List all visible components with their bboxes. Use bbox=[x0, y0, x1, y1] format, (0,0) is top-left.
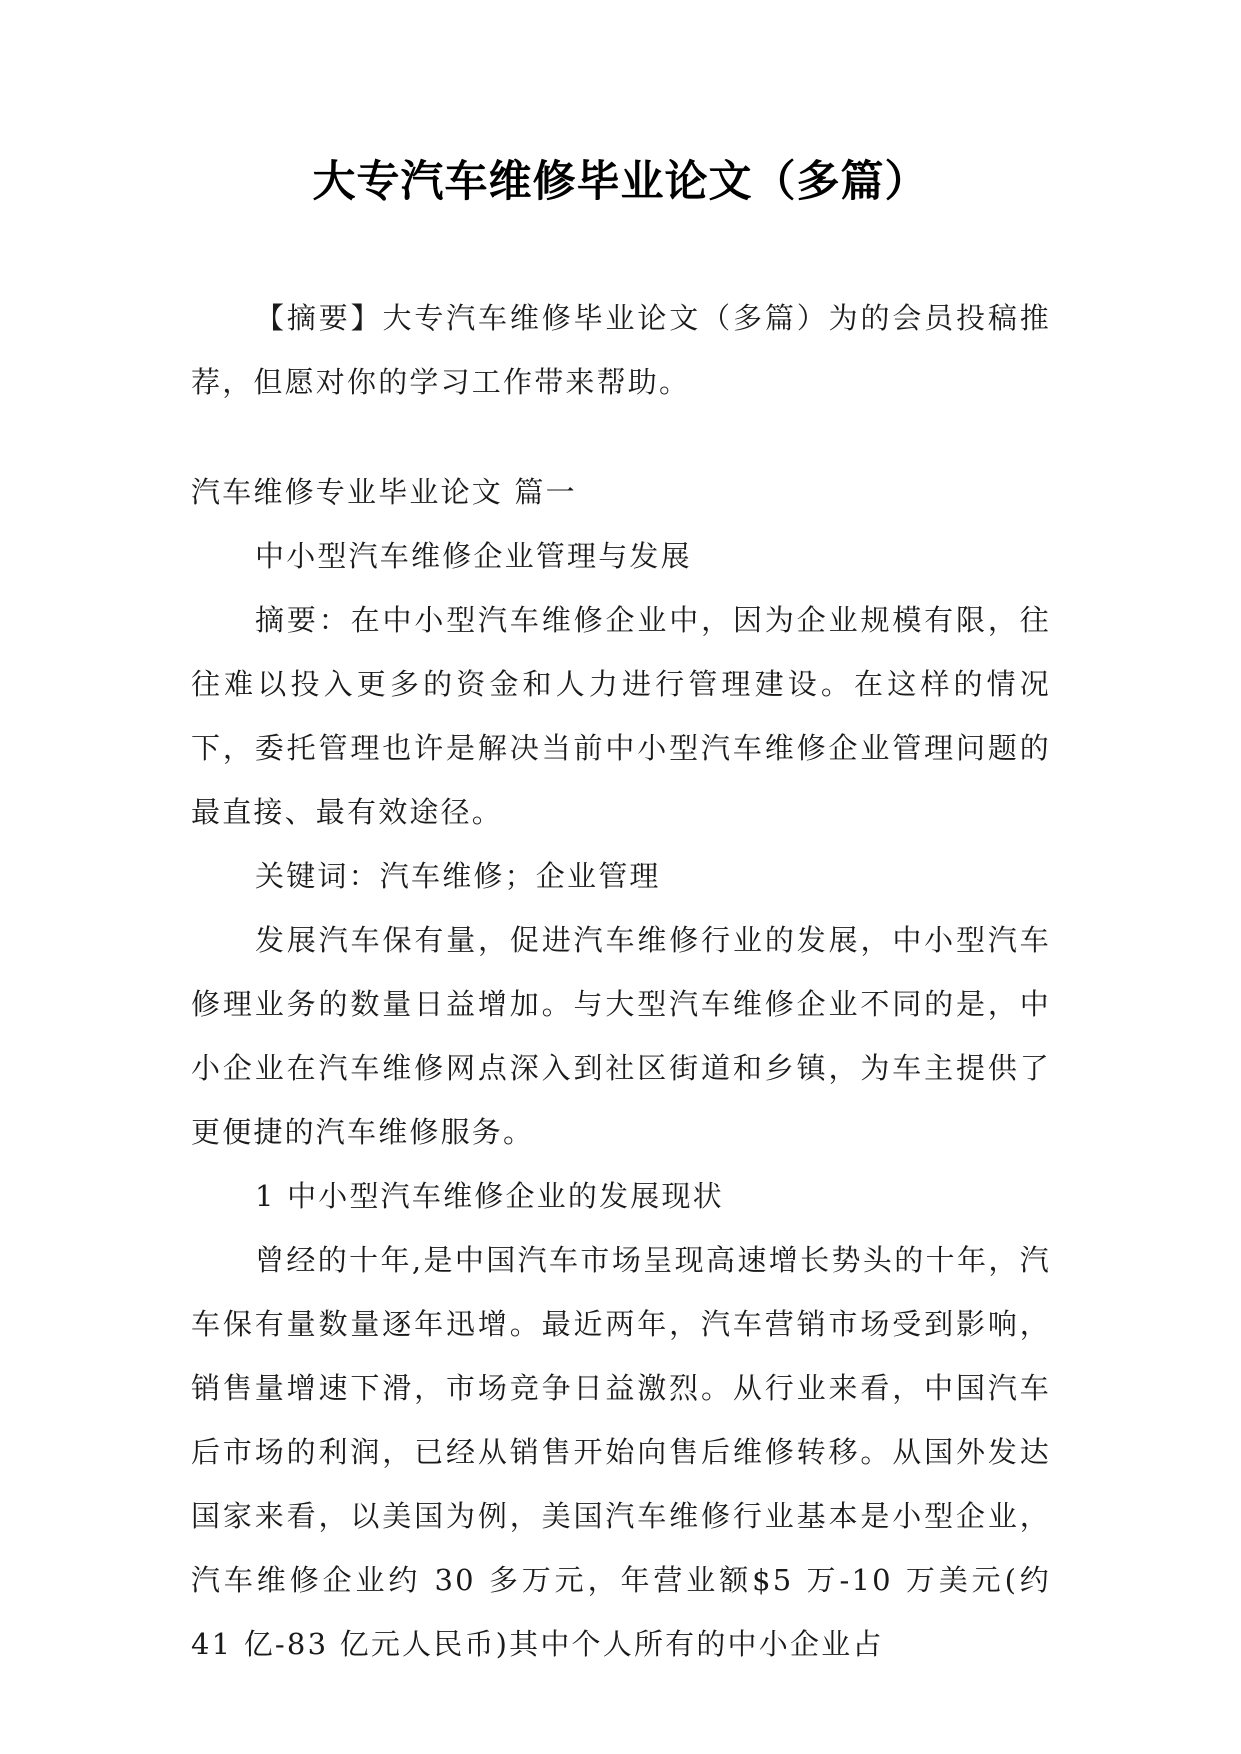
paper-abstract-paragraph: 摘要：在中小型汽车维修企业中，因为企业规模有限，往往难以投入更多的资金和人力进行管理建设。在这样的情况下，委托管理也许是解决当前中小型汽车维修企业管理问题的最直接、最有效途径。 bbox=[191, 603, 1051, 829]
document-title: 大专汽车维修毕业论文（多篇） bbox=[312, 157, 929, 207]
body-paragraph: 曾经的十年,是中国汽车市场呈现高速增长势头的十年，汽车保有量数量逐年迅增。最近两年，汽车营销市场受到影响，销售量增速下滑，市场竞争日益激烈。从行业来看，中国汽车后市场的利润，已经从销售开始向售后维修转移。从国外发达国家来看，以美国为例，美国汽车维修行业基本是小型企业，汽车维修企业约 30 多万元，年营业额$5 万-10 万美元(约 41 亿-83 亿元人民币)其中个人所有的中小企业占 bbox=[191, 1243, 1051, 1661]
section-one bbox=[191, 460, 1051, 1676]
body-paragraph: 发展汽车保有量，促进汽车维修行业的发展，中小型汽车修理业务的数量日益增加。与大型汽车维修企业不同的是，中小企业在汽车维修网点深入到社区街道和乡镇，为车主提供了更便捷的汽车维修服务。 bbox=[191, 923, 1051, 1149]
paper-title: 中小型汽车维修企业管理与发展 bbox=[255, 539, 692, 573]
abstract-paragraph: 【摘要】大专汽车维修毕业论文（多篇）为的会员投稿推荐，但愿对你的学习工作带来帮助。 bbox=[191, 301, 1051, 399]
keywords-line: 关键词：汽车维修；企业管理 bbox=[255, 859, 661, 893]
section-heading: 汽车维修专业毕业论文 篇一 bbox=[191, 475, 577, 509]
subheading-development-status: 1 中小型汽车维修企业的发展现状 bbox=[255, 1179, 724, 1213]
